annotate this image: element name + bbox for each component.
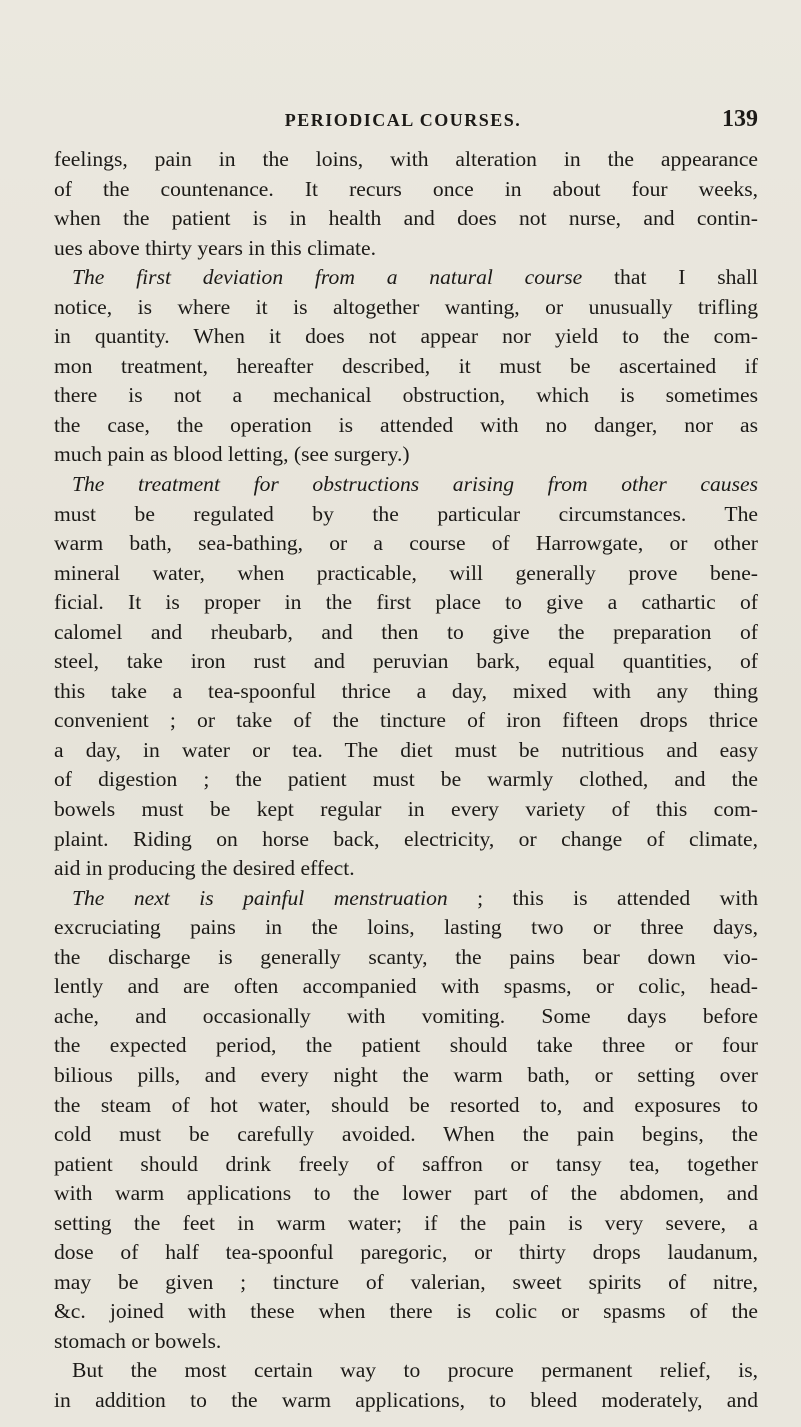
text-line: [54, 1061, 758, 1091]
text-line: [54, 293, 758, 323]
text-line: [54, 884, 758, 914]
text-line: [54, 706, 758, 736]
text-segment: excruciating pains in the loins, lasting two or three days,: [54, 915, 758, 940]
text-segment: calomel and rheubarb, and then to give the preparation of: [54, 619, 758, 644]
text-line: [54, 1120, 758, 1150]
text-segment: ficial. It is proper in the first place to give a cathartic of: [54, 590, 758, 615]
text-segment: warm bath, sea-bathing, or a course of Harrowgate, or other: [54, 531, 758, 556]
text-line: [54, 825, 758, 855]
text-segment: when the patient is in health and does not nurse, and contin-: [54, 206, 758, 231]
text-line: [54, 795, 758, 825]
text-line: [54, 411, 758, 441]
text-line: [54, 1356, 758, 1386]
italic-heading: The next is painful menstruation: [72, 885, 448, 910]
text-segment: cold must be carefully avoided. When the pain begins, the: [54, 1122, 758, 1147]
text-segment: But the most certain way to procure permanent relief, is,: [72, 1358, 758, 1383]
text-segment: that I shall: [582, 265, 758, 290]
text-line: [54, 352, 758, 382]
text-segment: aid in producing the desired effect.: [54, 856, 355, 881]
text-line: [54, 647, 758, 677]
text-line: [54, 736, 758, 766]
text-segment: stomach or bowels.: [54, 1328, 222, 1353]
text-segment: may be given ; tincture of valerian, sweet spirits of nitre,: [54, 1269, 758, 1294]
text-line: [54, 204, 758, 234]
text-line: [54, 1386, 758, 1416]
text-segment: setting the feet in warm water; if the pain is very severe, a: [54, 1210, 758, 1235]
text-segment: mineral water, when practicable, will generally prove bene-: [54, 560, 758, 585]
text-segment: the case, the operation is attended with no danger, nor as: [54, 412, 758, 437]
text-segment: the steam of hot water, should be resorted to, and exposures to: [54, 1092, 758, 1117]
text-segment: a day, in water or tea. The diet must be nutritious and easy: [54, 737, 758, 762]
text-line: [54, 234, 758, 264]
text-segment: in addition to the warm applications, to bleed moderately, and: [54, 1387, 758, 1412]
text-segment: convenient ; or take of the tincture of iron fifteen drops thrice: [54, 708, 758, 733]
text-line: [54, 1002, 758, 1032]
text-line: [54, 913, 758, 943]
text-segment: in quantity. When it does not appear nor yield to the com-: [54, 324, 758, 349]
text-segment: the expected period, the patient should take three or four: [54, 1033, 758, 1058]
text-line: [54, 1238, 758, 1268]
running-title: PERIODICAL COURSES.: [284, 110, 522, 130]
text-line: [54, 529, 758, 559]
text-segment: plaint. Riding on horse back, electricity, or change of climate,: [54, 826, 758, 851]
text-line: [54, 943, 758, 973]
text-line: [54, 588, 758, 618]
italic-heading: The treatment for obstructions arising from other causes: [72, 472, 758, 497]
text-segment: must be regulated by the particular circumstances. The: [54, 501, 758, 526]
text-segment: notice, is where it is altogether wanting, or unusually trifling: [54, 294, 758, 319]
text-line: [54, 972, 758, 1002]
text-segment: bilious pills, and every night the warm bath, or setting over: [54, 1062, 758, 1087]
text-segment: dose of half tea-spoonful paregoric, or thirty drops laudanum,: [54, 1240, 758, 1265]
text-segment: there is not a mechanical obstruction, which is sometimes: [54, 383, 758, 408]
text-line: [54, 1297, 758, 1327]
text-line: [54, 854, 758, 884]
text-line: [54, 618, 758, 648]
text-segment: ; this is attended with: [447, 885, 758, 910]
text-segment: ues above thirty years in this climate.: [54, 235, 377, 260]
text-line: [54, 381, 758, 411]
body-text: [54, 145, 758, 1416]
text-line: [54, 1268, 758, 1298]
text-line: [54, 1150, 758, 1180]
text-segment: patient should drink freely of saffron or tansy tea, together: [54, 1151, 758, 1176]
running-head: [48, 106, 758, 136]
text-line: [54, 263, 758, 293]
text-line: [54, 677, 758, 707]
italic-heading: The first deviation from a natural course: [72, 265, 583, 290]
text-line: [54, 559, 758, 589]
text-segment: with warm applications to the lower part of the abdomen, and: [54, 1181, 758, 1206]
text-line: [54, 145, 758, 175]
text-segment: this take a tea-spoonful thrice a day, mixed with any thing: [54, 678, 758, 703]
text-line: [54, 322, 758, 352]
text-line: [54, 470, 758, 500]
text-line: [54, 500, 758, 530]
text-line: [54, 1327, 758, 1357]
text-line: [54, 440, 758, 470]
text-segment: &c. joined with these when there is colic or spasms of the: [54, 1299, 758, 1324]
text-line: [54, 175, 758, 205]
text-line: [54, 1209, 758, 1239]
text-segment: steel, take iron rust and peruvian bark, equal quantities, of: [54, 649, 758, 674]
text-line: [54, 1179, 758, 1209]
page-number: 139: [722, 106, 758, 132]
text-segment: feelings, pain in the loins, with alteration in the appearance: [54, 147, 758, 171]
text-segment: much pain as blood letting, (see surgery.): [54, 442, 410, 467]
text-line: [54, 1091, 758, 1121]
text-segment: lently and are often accompanied with spasms, or colic, head-: [54, 974, 758, 999]
text-segment: mon treatment, hereafter described, it must be ascertained if: [54, 353, 758, 378]
text-segment: of the countenance. It recurs once in about four weeks,: [54, 176, 758, 201]
text-segment: the discharge is generally scanty, the pains bear down vio-: [54, 944, 758, 969]
text-line: [54, 765, 758, 795]
text-segment: of digestion ; the patient must be warmly clothed, and the: [54, 767, 758, 792]
text-segment: bowels must be kept regular in every variety of this com-: [54, 797, 758, 822]
text-line: [54, 1031, 758, 1061]
text-segment: ache, and occasionally with vomiting. Some days before: [54, 1003, 758, 1028]
